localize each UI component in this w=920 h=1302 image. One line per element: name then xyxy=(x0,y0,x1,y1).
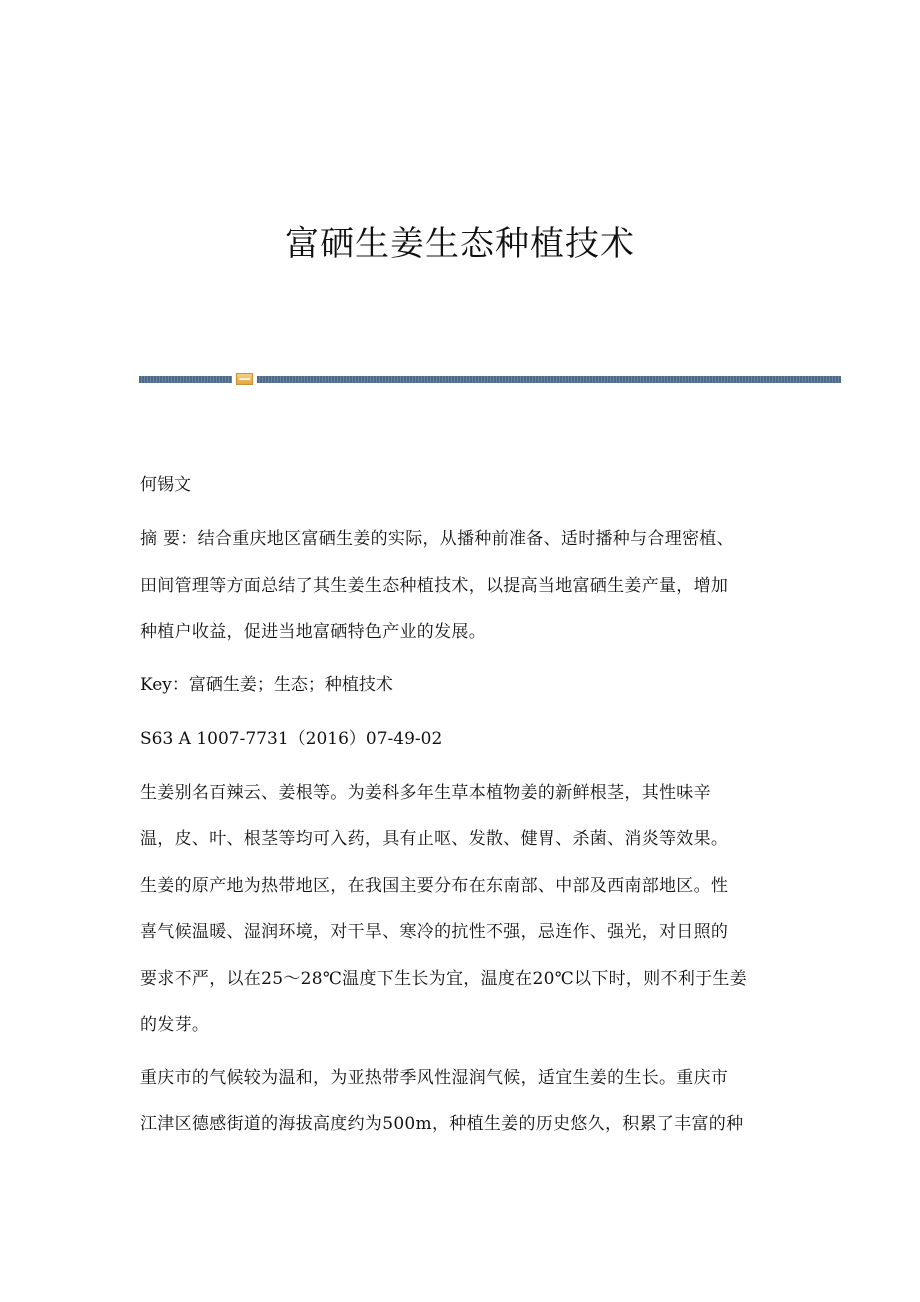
paragraph-line: 的发芽。 xyxy=(140,1015,210,1035)
paragraph-line: 要求不严，以在25～28℃温度下生长为宜，温度在20℃以下时，则不利于生姜 xyxy=(140,968,748,989)
divider-emblem-icon xyxy=(236,373,253,385)
paragraph-2 xyxy=(140,1063,780,1156)
paragraph-line: 江津区德感街道的海拔高度约为500m，种植生姜的历史悠久，积累了丰富的种 xyxy=(140,1114,744,1134)
divider-bar-left xyxy=(139,376,232,383)
paragraph-line: 生姜别名百辣云、姜根等。为姜科多年生草本植物姜的新鲜根茎，其性味辛 xyxy=(140,782,711,803)
abstract-line: 田间管理等方面总结了其生姜生态种植技术，以提高当地富硒生姜产量，增加 xyxy=(140,575,729,596)
divider-bar-right xyxy=(257,376,841,383)
abstract-line: 种植户收益，促进当地富硒特色产业的发展。 xyxy=(140,622,486,642)
abstract-line: 摘 要：结合重庆地区富硒生姜的实际，从播种前准备、适时播种与合理密植、 xyxy=(140,529,734,549)
document-title: 富硒生姜生态种植技术 xyxy=(285,224,635,264)
paragraph-line: 生姜的原产地为热带地区，在我国主要分布在东南部、中部及西南部地区。性 xyxy=(140,875,729,896)
paragraph-1 xyxy=(140,778,780,1057)
paragraph-line: 喜气候温暖、湿润环境，对干旱、寒冷的抗性不强，忌连作、强光，对日照的 xyxy=(140,922,729,942)
keywords: Key：富硒生姜；生态；种植技术 xyxy=(140,674,393,695)
author: 何锡文 xyxy=(140,475,191,495)
document-body xyxy=(140,470,780,1156)
classification-code: S63 A 1007-7731（2016）07-49-02 xyxy=(140,728,443,749)
title-divider xyxy=(139,373,841,385)
paragraph-line: 重庆市的气候较为温和，为亚热带季风性湿润气候，适宜生姜的生长。重庆市 xyxy=(140,1067,729,1088)
abstract xyxy=(140,524,780,664)
paragraph-line: 温，皮、叶、根茎等均可入药，具有止呕、发散、健胃、杀菌、消炎等效果。 xyxy=(140,829,729,849)
